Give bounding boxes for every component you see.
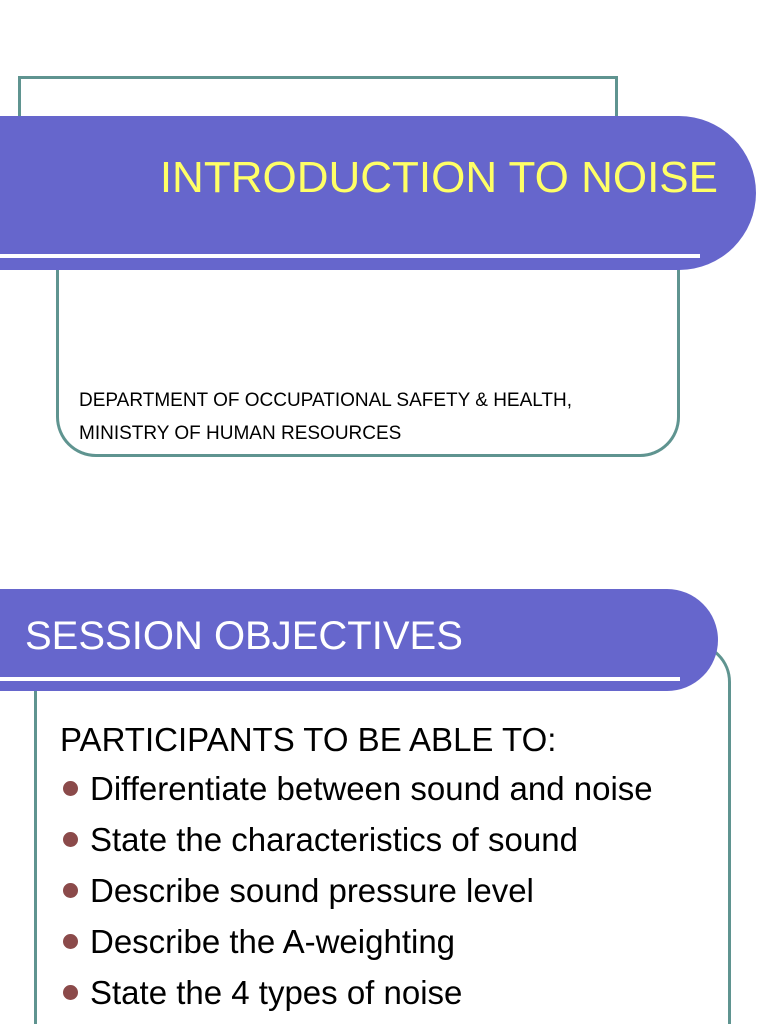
- objective-text: Describe sound pressure level: [90, 872, 534, 909]
- subtitle-line-ministry: MINISTRY OF HUMAN RESOURCES: [79, 423, 402, 444]
- subtitle-line-department: DEPARTMENT OF OCCUPATIONAL SAFETY & HEALTH,: [79, 390, 573, 411]
- objective-item: [60, 768, 700, 810]
- objective-text: Describe the A-weighting: [90, 923, 456, 960]
- bullet-icon: [63, 832, 78, 847]
- bullet-icon: [63, 883, 78, 898]
- slide-title: SESSION OBJECTIVES: [25, 614, 463, 658]
- objectives-lead: PARTICIPANTS TO BE ABLE TO:: [60, 721, 557, 758]
- objectives-slide: [0, 512, 768, 1024]
- objective-text: Differentiate between sound and noise: [90, 770, 653, 807]
- bullet-icon: [63, 985, 78, 1000]
- slide-subtitle: [79, 384, 572, 450]
- objective-text: State the 4 types of noise: [90, 974, 463, 1011]
- objective-item: [60, 870, 700, 912]
- objective-item: [60, 972, 700, 1014]
- banner-divider-line: [0, 677, 680, 681]
- objective-item: [60, 921, 700, 963]
- objective-text: State the characteristics of sound: [90, 821, 578, 858]
- slide-title: INTRODUCTION TO NOISE: [159, 153, 718, 202]
- bullet-icon: [63, 781, 78, 796]
- bullet-icon: [63, 934, 78, 949]
- banner-divider-line: [0, 254, 700, 258]
- objective-item: [60, 819, 700, 861]
- objectives-list: [60, 768, 700, 1023]
